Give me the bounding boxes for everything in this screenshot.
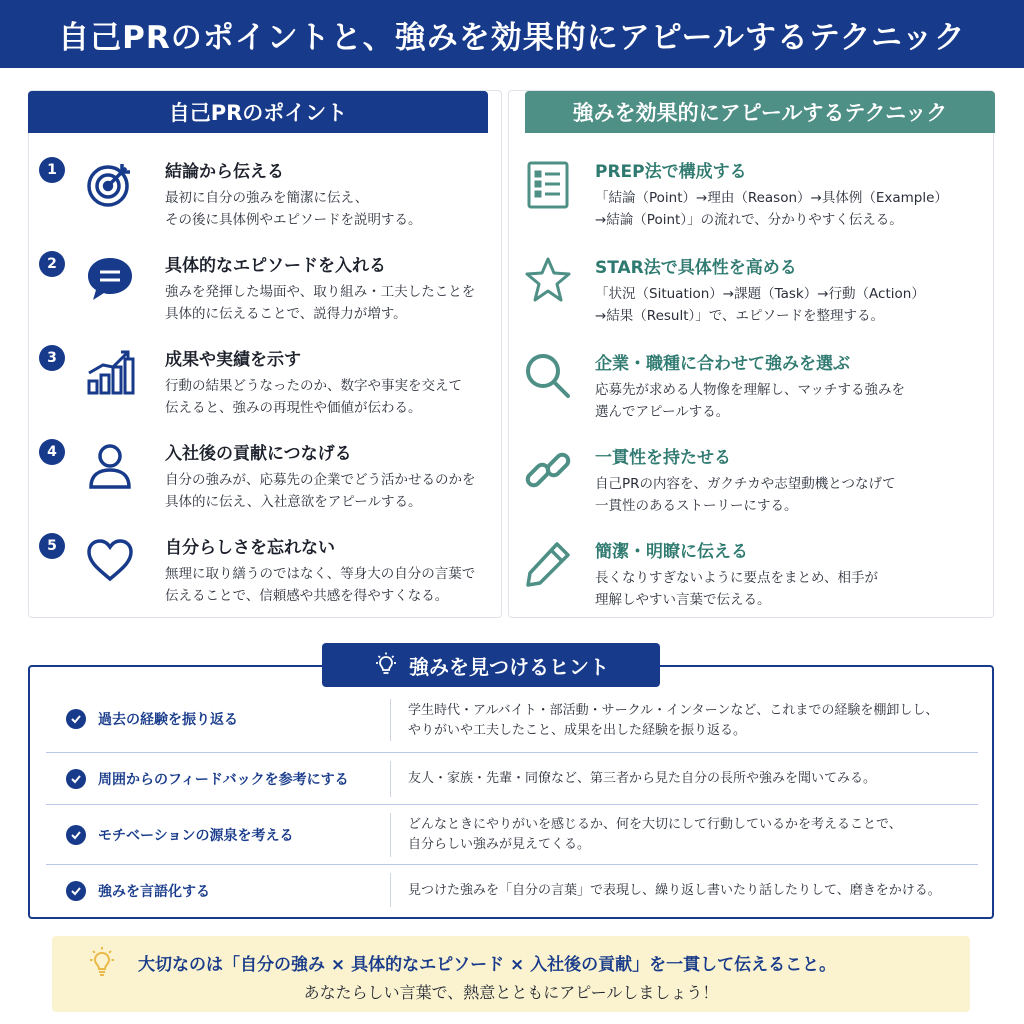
technique-desc: 「結論（Point）→理由（Reason）→具体例（Example） →結論（Point）」の流れで、分かりやすく伝える。 xyxy=(595,190,948,228)
hint-row xyxy=(46,865,978,917)
hints-title-badge xyxy=(322,643,660,687)
summary-banner xyxy=(52,936,970,1012)
point-title: 具体的なエピソードを入れる xyxy=(165,256,386,276)
point-title: 成果や実績を示す xyxy=(165,350,301,370)
hint-label: 周囲からのフィードバックを参考にする xyxy=(98,772,349,788)
technique-desc: 応募先が求める人物像を理解し、マッチする強みを 選んでアピールする。 xyxy=(595,382,905,420)
checkmark-icon xyxy=(66,881,86,901)
hint-text: どんなときにやりがいを感じるか、何を大切にして行動しているかを考えることで、 自分らしい強みが見えてくる。 xyxy=(408,817,902,852)
points-panel xyxy=(28,90,502,618)
technique-title: PREP法で構成する xyxy=(595,162,747,182)
technique-item xyxy=(509,443,993,533)
hint-label: 過去の経験を振り返る xyxy=(98,712,238,728)
technique-desc: 「状況（Situation）→課題（Task）→行動（Action） →結果（Result）」で、エピソードを整理する。 xyxy=(595,286,925,324)
point-title: 結論から伝える xyxy=(165,162,284,182)
lightbulb-icon xyxy=(373,652,399,678)
point-number: 1 xyxy=(39,157,65,183)
target-icon xyxy=(83,157,137,211)
point-desc: 無理に取り繕うのではなく、等身大の自分の言葉で 伝えることで、信頼感や共感を得やすくなる。 xyxy=(165,566,476,604)
summary-sub-text: あなたらしい言葉で、熱意とともにアピールしましょう！ xyxy=(303,983,719,1002)
point-number: 4 xyxy=(39,439,65,465)
point-title: 自分らしさを忘れない xyxy=(165,538,335,558)
point-number: 2 xyxy=(39,251,65,277)
hints-box xyxy=(28,665,994,919)
point-item xyxy=(29,157,501,247)
points-panel-title: 自己PRのポイント xyxy=(28,91,488,133)
point-desc: 強みを発揮した場面や、取り組み・工夫したことを 具体的に伝えることで、説得力が増す。 xyxy=(165,284,476,322)
hint-label: モチベーションの源泉を考える xyxy=(98,828,294,844)
divider xyxy=(390,873,391,907)
divider xyxy=(390,761,391,797)
point-item xyxy=(29,345,501,435)
document-list-icon xyxy=(521,157,575,211)
technique-title: STAR法で具体性を高める xyxy=(595,258,797,278)
magnifier-icon xyxy=(521,349,575,403)
point-desc: 自分の強みが、応募先の企業でどう活かせるのかを 具体的に伝え、入社意欲をアピールする。 xyxy=(165,472,476,510)
technique-item xyxy=(509,157,993,247)
hint-label: 強みを言語化する xyxy=(98,884,210,900)
point-item xyxy=(29,251,501,341)
checkmark-icon xyxy=(66,825,86,845)
page-header xyxy=(0,0,1024,68)
divider xyxy=(390,699,391,741)
point-desc: 最初に自分の強みを簡潔に伝え、 その後に具体例やエピソードを説明する。 xyxy=(165,190,422,228)
hint-row xyxy=(46,689,978,753)
lightbulb-icon xyxy=(86,946,118,978)
point-number: 5 xyxy=(39,533,65,559)
technique-item xyxy=(509,349,993,439)
heart-icon xyxy=(83,533,137,587)
pencil-icon xyxy=(521,537,575,591)
link-icon xyxy=(521,443,575,497)
technique-item xyxy=(509,537,993,627)
technique-title: 簡潔・明瞭に伝える xyxy=(595,542,748,562)
hint-text: 見つけた強みを「自分の言葉」で表現し、繰り返し書いたり話したりして、磨きをかける。 xyxy=(408,883,941,898)
point-item xyxy=(29,533,501,623)
star-icon xyxy=(521,253,575,307)
technique-item xyxy=(509,253,993,343)
technique-title: 一貫性を持たせる xyxy=(595,448,731,468)
hint-row xyxy=(46,753,978,805)
techniques-panel-title: 強みを効果的にアピールするテクニック xyxy=(525,91,995,133)
summary-main-text: 大切なのは「自分の強み × 具体的なエピソード × 入社後の貢献」を一貫して伝えること。 xyxy=(138,955,837,975)
person-icon xyxy=(83,439,137,493)
hint-text: 学生時代・アルバイト・部活動・サークル・インターンなど、これまでの経験を棚卸しし、 やりがいや工夫したこと、成果を出した経験を振り返る。 xyxy=(408,703,939,738)
checkmark-icon xyxy=(66,769,86,789)
page-title: 自己PRのポイントと、強みを効果的にアピールするテクニック xyxy=(58,19,966,56)
growth-chart-icon xyxy=(83,345,137,399)
hint-row xyxy=(46,805,978,865)
speech-bubble-icon xyxy=(83,251,137,305)
hint-text: 友人・家族・先輩・同僚など、第三者から見た自分の長所や強みを聞いてみる。 xyxy=(408,771,877,786)
checkmark-icon xyxy=(66,709,86,729)
hints-title: 強みを見つけるヒント xyxy=(409,654,609,679)
point-number: 3 xyxy=(39,345,65,371)
divider xyxy=(390,813,391,857)
technique-title: 企業・職種に合わせて強みを選ぶ xyxy=(595,354,850,374)
techniques-panel xyxy=(508,90,994,618)
point-item xyxy=(29,439,501,529)
technique-desc: 長くなりすぎないように要点をまとめ、相手が 理解しやすい言葉で伝える。 xyxy=(595,570,878,608)
point-desc: 行動の結果どうなったのか、数字や事実を交えて 伝えると、強みの再現性や価値が伝わる。 xyxy=(165,378,462,416)
technique-desc: 自己PRの内容を、ガクチカや志望動機とつなげて 一貫性のあるストーリーにする。 xyxy=(595,476,896,514)
point-title: 入社後の貢献につなげる xyxy=(165,444,352,464)
